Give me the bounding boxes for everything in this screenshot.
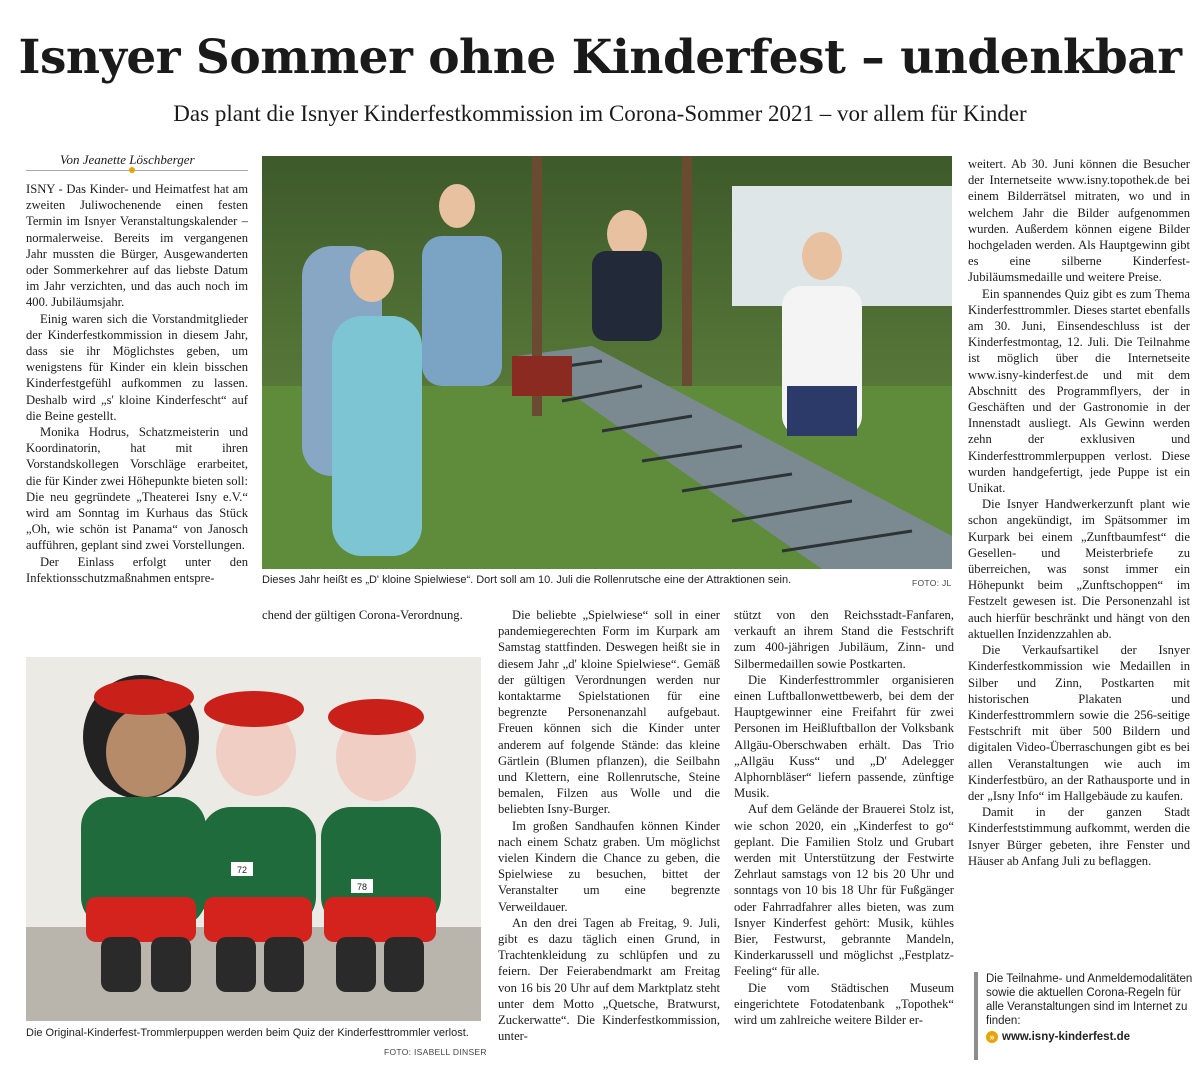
photo-puppen-image bbox=[26, 657, 481, 1021]
column-4 bbox=[734, 607, 954, 1062]
paragraph: Die beliebte „Spielwiese“ soll in einer pandemiegerechten Form im Kurpark am Samstag stattfinden. Deswegen heißt sie in diesem Jahr „d' kloine Spielwiese“. Gemäß der gültigen Verordnungen werden nur kontaktarme Spielstationen für eine begrenzte Personenanzahl aufgebaut. Freuen können sich die Kinder unter anderem auf folgende Stände: das kleine Gärtlein (Blumen pflanzen), die Seilbahn und Klettern, eine Rollenrutsche, Steine bemalen, Filzen aus Wolle und die beliebten Isny-Burger. bbox=[498, 608, 720, 817]
column-5 bbox=[968, 156, 1190, 954]
column-2 bbox=[262, 607, 484, 647]
paragraph: Auf dem Gelände der Brauerei Stolz ist, wie schon 2020, ein „Kinderfest to go“ geplant. Die Familien Stolz und Grubart werden mit Unterstützung der Festwirte Zehrlaut samstags von 12 bis 20 Uhr und sonntags von 10 bis 18 Uhr für Fußgänger oder Fahrradfahrer alles bieten, was zum Isnyer Kinderfest gehört: Musik, kühles Bier, Festwurst, gebrannte Mandeln, Kinderkarussell und möglichst „Festplatz-Feeling“ für alle. bbox=[734, 802, 954, 979]
info-text: Die Teilnahme- und Anmeldemodalitäten sowie die aktuellen Corona-Regeln für alle Veranstaltungen sind im Internet zu finden: bbox=[986, 973, 1193, 1027]
paragraph: Einig waren sich die Vorstandmitglieder der Kinderfestkommission in diesem Jahr, dass sie ihr Möglichstes geben, um wenigstens für Kinder ein klein bisschen Kinderfestgefühl aufkommen zu lassen. Deshalb wird „s' kloine Kinderfescht“ auf die Beine gestellt. bbox=[26, 311, 248, 423]
subheadline: Das plant die Isnyer Kinderfestkommission im Corona-Sommer 2021 – vor allem für Kinder bbox=[173, 101, 1027, 126]
column-1 bbox=[26, 181, 248, 641]
paragraph: Ein spannendes Quiz gibt es zum Thema Kinderfesttrommler. Dieses startet ebenfalls am 30. Juni, Einsendeschluss ist der Kinderfestmontag, 12. Juli. Die Teilnahme ist möglich über die Internetseite www.isny-kinderfest.de und mit dem Abschnitt des Programmflyers, der in Geschäften und der Gastronomie in der Innenstadt ausliegt. Als Gewinn werden zehn der exklusiven und Kinderfesttrommlerpuppen verlost. Diese wurden handgefertigt, jede Puppe ist ein Unikat. bbox=[968, 286, 1190, 496]
paragraph: weitert. Ab 30. Juni können die Besucher der Internetseite www.isny.topothek.de bei einem Bilderrätsel mitraten, wo und in welchem Jahr die Bilder aufgenommen wurden. Außerdem können eigene Bilder hochgeladen werden. Als Hauptgewinn gibt es eine silberne Kinderfest-Jubiläumsmedaille und weitere Preise. bbox=[968, 157, 1190, 285]
paragraph: An den drei Tagen ab Freitag, 9. Juli, gibt es dazu täglich einen Grund, in Trachtenkleidung zu schlüpfen und zu feiern. Der Feierabendmarkt am Freitag von 16 bis 20 Uhr auf dem Marktplatz steht unter dem Motto „Quetsche, Bratwurst, Zuckerwatte“. Die Kinderfestkommission, unter- bbox=[498, 915, 720, 1044]
column-3 bbox=[498, 607, 720, 1062]
info-box bbox=[974, 972, 1200, 1060]
paragraph: Der Einlass erfolgt unter den Infektionsschutzmaßnahmen entspre- bbox=[26, 554, 248, 585]
paragraph: chend der gültigen Corona-Verordnung. bbox=[262, 608, 463, 622]
paragraph: ISNY - Das Kinder- und Heimatfest hat am zweiten Juliwochenende einen festen Termin im Isnyer Veranstaltungskalender – normalerweise. Bereits im vergangenen Jahr mussten die Bürger, Ausgewanderten oder Sommerkehrer auf das liebste Datum im Jahr verzichten, und das auch noch im 400. Jubiläumsjahr. bbox=[26, 182, 248, 310]
arrow-right-icon: » bbox=[986, 1031, 998, 1043]
info-link[interactable] bbox=[986, 1030, 1200, 1044]
paragraph: Die Kinderfesttrommler organisieren einen Luftballonwettbewerb, bei dem der Hauptgewinner eine Freifahrt für zwei Personen im Heißluftballon der Volksbank Allgäu-Oberschwaben erhält. Das Trio „Allgäu Kuss“ und „D' Adelegger Alphornbläser“ liefern passende, zünftige Musik. bbox=[734, 672, 954, 801]
photo-top-caption: Dieses Jahr heißt es „D' kloine Spielwiese“. Dort soll am 10. Juli die Rollenrutsche eine der Attraktionen sein. bbox=[262, 574, 792, 586]
paragraph: Damit in der ganzen Stadt Kinderfeststimmung aufkommt, werden die Isnyer Bürger gebeten, ihre Fenster und Häuser ab Anfang Juli zu beflaggen. bbox=[968, 805, 1190, 868]
photo-rollenrutsche bbox=[262, 156, 952, 569]
paragraph: Die Verkaufsartikel der Isnyer Kinderfestkommission wie Medaillen in Silber und Zinn, Postkarten mit historischen Plakaten und Kinderfesttrommlern sowie die 256-seitige Festschrift mit über 500 Bildern und digitalen Video-Überraschungen gibt es bei allen Veranstaltungen wie auch im Kinderfestbüro, an der Rathausporte und in der „Isny Info“ im Hallgebäude zu kaufen. bbox=[968, 643, 1190, 803]
headline: Isnyer Sommer ohne Kinderfest – undenkbar bbox=[18, 30, 1182, 85]
photo-top-credit: FOTO: JL bbox=[912, 578, 952, 588]
doll-tag: 72 bbox=[236, 865, 248, 875]
paragraph: Die vom Städtischen Museum eingerichtete Fotodatenbank „Topothek“ wird um zahlreiche weitere Bilder er- bbox=[734, 980, 954, 1028]
byline: Von Jeanette Löschberger bbox=[60, 152, 195, 167]
photo-puppen bbox=[26, 657, 481, 1021]
doll-tag: 78 bbox=[356, 882, 368, 892]
photo-bottom-caption: Die Original-Kinderfest-Trommlerpuppen werden beim Quiz der Kinderfesttrommler verlost. bbox=[26, 1027, 469, 1039]
photo-bottom-credit: FOTO: ISABELL DINSER bbox=[384, 1047, 487, 1057]
byline-rule bbox=[26, 170, 248, 171]
paragraph: stützt von den Reichsstadt-Fanfaren, verkauft an ihrem Stand die Festschrift zum 400-jährigen Jubiläum, Zinn- und Silbermedaillen sowie Postkarten. bbox=[734, 608, 954, 671]
info-url[interactable]: www.isny-kinderfest.de bbox=[1002, 1031, 1131, 1043]
photo-rollenrutsche-image bbox=[262, 156, 952, 569]
byline-dot bbox=[129, 167, 135, 173]
paragraph: Im großen Sandhaufen können Kinder nach einem Schatz graben. Um möglichst vielen Kindern die Chance zu geben, die Spielwiese zu besuchen, bittet der Veranstalter um eine begrenzte Verweildauer. bbox=[498, 818, 720, 914]
paragraph: Monika Hodrus, Schatzmeisterin und Koordinatorin, hat mit ihren Vorstandskollegen Vorschläge erarbeitet, die für Kinder zwei Höhepunkte bieten soll: Die neu gegründete „Theaterei Isny e.V.“ wird am Sonntag im Kurhaus das Stück „Oh, wie schön ist Panama“ von Janosch aufführen, geplant sind zwei Vorstellungen. bbox=[26, 425, 248, 553]
paragraph: Die Isnyer Handwerkerzunft plant wie schon angekündigt, im Spätsommer im Kurpark bei einem „Zunftbaumfest“ die Gesellen- und Meisterbriefe zu überreichen, was sonst immer ein Höhepunkt beim „Zunftschoppen“ im Festzelt gewesen ist. Die Personenzahl ist auch hierfür beschränkt und hängt von den aktuellen Inzidenzzahlen ab. bbox=[968, 497, 1190, 641]
